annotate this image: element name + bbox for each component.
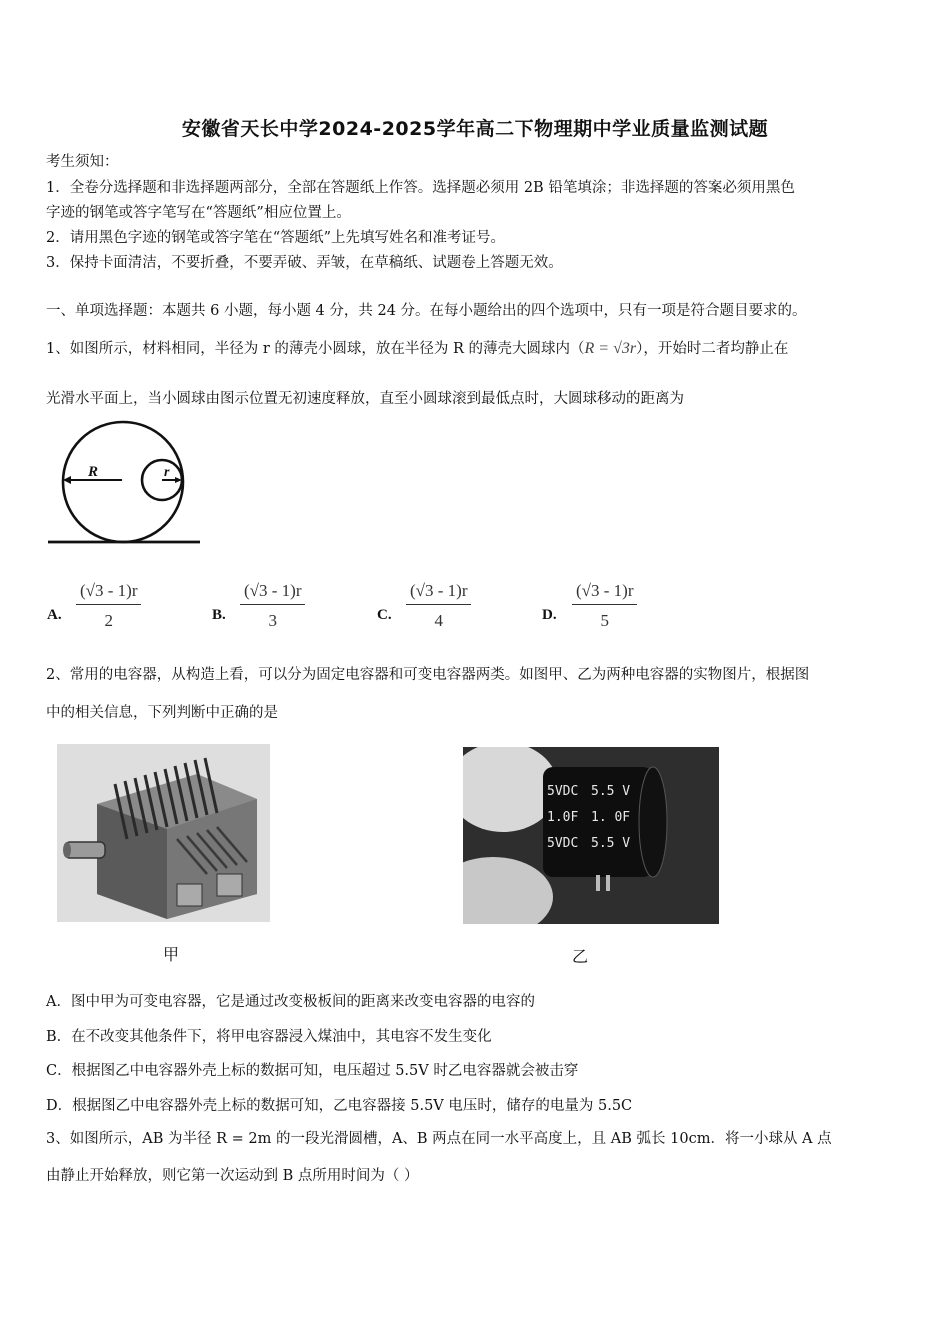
cap-value-2: 1. 0F bbox=[591, 810, 631, 825]
q1-option-b-fraction[interactable] bbox=[240, 581, 305, 631]
q1-option-c-denominator: 4 bbox=[434, 611, 443, 630]
large-sphere bbox=[63, 422, 183, 542]
notice-item-3: 3．保持卡面清洁，不要折叠，不要弄破、弄皱，在草稿纸、试题卷上答题无效。 bbox=[46, 255, 563, 271]
notice-item-2: 2．请用黑色字迹的钢笔或答字笔在“答题纸”上先填写姓名和准考证号。 bbox=[46, 230, 506, 246]
q2-stem-line-2: 中的相关信息，下列判断中正确的是 bbox=[46, 705, 278, 721]
q1-option-d-letter[interactable]: D. bbox=[542, 607, 557, 623]
q2-option-d[interactable]: D．根据图乙中电容器外壳上标的数据可知，乙电容器接 5.5V 电压时，储存的电量为 5.5C bbox=[46, 1098, 633, 1114]
q1-stem-line-1 bbox=[46, 339, 788, 359]
q2-option-c[interactable]: C．根据图乙中电容器外壳上标的数据可知，电压超过 5.5V 时乙电容器就会被击穿 bbox=[46, 1063, 579, 1079]
q1-option-b-letter[interactable]: B. bbox=[212, 607, 226, 623]
q1-option-a-fraction[interactable] bbox=[76, 581, 141, 631]
q1-stem-line-2: 光滑水平面上，当小圆球由图示位置无初速度释放，直至小圆球滚到最低点时，大圆球移动的距离为 bbox=[46, 391, 684, 407]
q1-option-a-numerator: (√3 - 1)r bbox=[76, 581, 141, 605]
caption-yi: 乙 bbox=[572, 947, 589, 966]
supercapacitor-photo bbox=[463, 747, 719, 924]
section-1-heading: 一、单项选择题：本题共 6 小题，每小题 4 分，共 24 分。在每小题给出的四个选项中，只有一项是符合题目要求的。 bbox=[46, 303, 807, 319]
cap-label-1: 5VDC bbox=[547, 784, 579, 799]
caption-jia: 甲 bbox=[163, 945, 180, 964]
q1-formula: R = √3r bbox=[584, 340, 637, 357]
q1-option-d-fraction[interactable] bbox=[572, 581, 637, 631]
cap-value-1: 5.5 V bbox=[591, 784, 631, 799]
q2-option-b[interactable]: B．在不改变其他条件下，将甲电容器浸入煤油中，其电容不发生变化 bbox=[46, 1029, 492, 1045]
q1-option-c-fraction[interactable] bbox=[406, 581, 471, 631]
q1-option-a-denominator: 2 bbox=[104, 611, 113, 630]
q1-text-a: 1、如图所示，材料相同，半径为 r 的薄壳小圆球，放在半径为 R 的薄壳大圆球内（ bbox=[46, 341, 585, 357]
label-R: R bbox=[88, 464, 99, 480]
q1-option-a-letter[interactable]: A. bbox=[47, 607, 62, 623]
q3-stem-line-1: 3、如图所示，AB 为半径 R = 2m 的一段光滑圆槽，A、B 两点在同一水平高度上，且 AB 弧长 10cm．将一小球从 A 点 bbox=[46, 1131, 832, 1147]
cap-value-3: 5.5 V bbox=[591, 836, 631, 851]
supercapacitor-drawing bbox=[463, 747, 719, 924]
q1-option-d-numerator: (√3 - 1)r bbox=[572, 581, 637, 605]
q1-text-b: ），开始时二者均静止在 bbox=[636, 341, 789, 357]
q1-option-c-letter[interactable]: C. bbox=[377, 607, 392, 623]
label-r: r bbox=[164, 465, 170, 480]
q2-option-a[interactable]: A．图中甲为可变电容器，它是通过改变极板间的距离来改变电容器的电容的 bbox=[46, 994, 535, 1010]
q1-option-d-denominator: 5 bbox=[600, 611, 609, 630]
q1-option-b-denominator: 3 bbox=[268, 611, 277, 630]
cap-label-3: 5VDC bbox=[547, 836, 579, 851]
q2-stem-line-1: 2、常用的电容器，从构造上看，可以分为固定电容器和可变电容器两类。如图甲、乙为两种电容器的实物图片，根据图 bbox=[46, 667, 810, 683]
q1-figure bbox=[44, 418, 204, 546]
notice-item-1-line-1: 1．全卷分选择题和非选择题两部分，全部在答题纸上作答。选择题必须用 2B 铅笔填涂；非选择题的答案必须用黑色 bbox=[46, 180, 795, 196]
q1-option-c-numerator: (√3 - 1)r bbox=[406, 581, 471, 605]
q1-option-b-numerator: (√3 - 1)r bbox=[240, 581, 305, 605]
page-title: 安徽省天长中学2024-2025学年高二下物理期中学业质量监测试题 bbox=[181, 118, 769, 140]
variable-capacitor-photo bbox=[57, 744, 270, 922]
notice-heading: 考生须知： bbox=[46, 154, 119, 170]
q3-stem-line-2: 由静止开始释放，则它第一次运动到 B 点所用时间为（ ） bbox=[46, 1168, 419, 1184]
notice-item-1-line-2: 字迹的钢笔或答字笔写在“答题纸”相应位置上。 bbox=[46, 205, 351, 221]
variable-capacitor-drawing bbox=[57, 744, 270, 922]
cap-label-2: 1.0F bbox=[547, 810, 579, 825]
